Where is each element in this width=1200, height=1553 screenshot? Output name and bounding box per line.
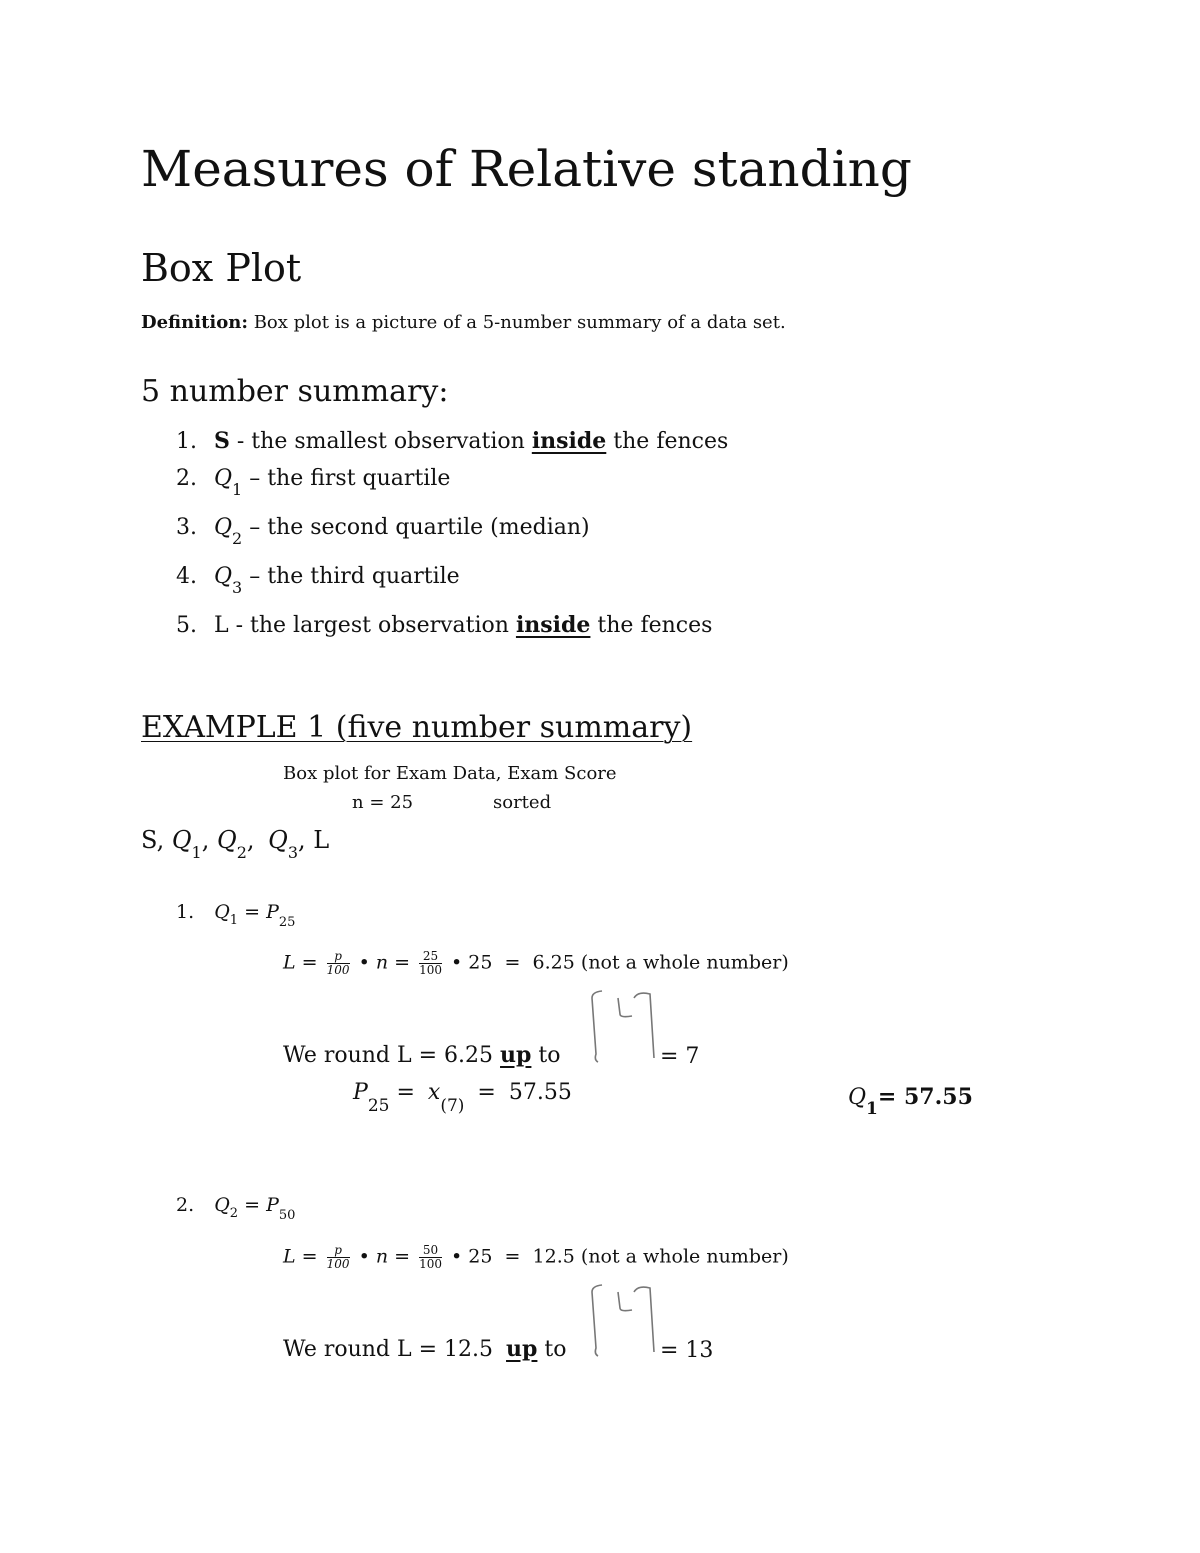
note: (not a whole number) (580, 951, 789, 974)
example-heading: EXAMPLE 1 (five number summary) (141, 710, 693, 745)
symbol-q: Q (268, 826, 288, 854)
l-result: 6.25 (532, 951, 575, 974)
item-symbol: Q (214, 466, 233, 491)
step-1-round-result: = 7 (660, 1044, 700, 1069)
symbol-l: L (313, 826, 330, 854)
round-text: We round L = 12.5 (283, 1337, 494, 1362)
symbol-q: Q (217, 826, 237, 854)
q-subscript: 1 (229, 913, 239, 928)
p-subscript: 50 (278, 1208, 296, 1223)
page-title: Measures of Relative standing (141, 140, 912, 198)
step-1-formula: L = $\frac{p}{100}$ • n = $\frac{25}{100}$ • 25 = 6.25 (not a whole number) (283, 949, 789, 977)
item-symbol: S (214, 428, 230, 454)
p-fraction: $\frac{p}{100}$ (326, 1243, 350, 1271)
p-subscript: 25 (278, 915, 296, 930)
item-text: – the third quartile (242, 564, 460, 589)
symbol-q: Q (171, 826, 192, 854)
section-heading: Box Plot (141, 246, 302, 290)
l-result: 12.5 (532, 1245, 575, 1268)
symbol-sub: 2 (236, 843, 247, 862)
item-number: 3. (176, 515, 197, 540)
p-subscript: 25 (367, 1096, 390, 1116)
item-text: – the second quartile (median) (242, 515, 590, 540)
summary-symbols: S, $Q_1$, $Q_2$, $Q_3$, L (141, 826, 330, 862)
n-value: 25 (468, 1245, 493, 1268)
item-text: – the first quartile (242, 466, 451, 491)
summary-item-3 (176, 515, 590, 548)
step-number: 2. (176, 1194, 195, 1216)
symbol-sub: 1 (191, 843, 202, 862)
example-caption: Box plot for Exam Data, Exam Score (283, 763, 617, 784)
item-number: 2. (176, 466, 197, 491)
q-subscript: 2 (229, 1206, 239, 1221)
round-text: We round L = 6.25 (283, 1043, 494, 1068)
item-symbol: Q (214, 515, 233, 540)
n-value: 25 (468, 951, 493, 974)
item-emphasis: inside (515, 612, 591, 638)
item-emphasis: inside (531, 428, 607, 454)
ceiling-bracket-icon (588, 1282, 658, 1362)
step-1-round (283, 1042, 561, 1068)
percentile-value: 57.55 (508, 1080, 572, 1105)
round-up: up (506, 1336, 538, 1362)
step-2-round-result: = 13 (660, 1338, 714, 1363)
ceiling-bracket-icon (588, 988, 658, 1068)
round-up: up (500, 1042, 532, 1068)
step-number: 1. (176, 901, 195, 923)
item-text-end: the fences (590, 613, 713, 638)
p-fraction: $\frac{p}{100}$ (326, 949, 350, 977)
q1-answer: $Q_1= 57.55$ (848, 1084, 973, 1119)
answer-subscript: 1 (866, 1099, 878, 1119)
item-number: 1. (176, 429, 197, 454)
definition (141, 312, 786, 333)
example-n: n = 25 (352, 792, 414, 813)
summary-item-4 (176, 564, 460, 597)
item-subscript: 1 (232, 480, 243, 499)
step-2-formula: L = $\frac{p}{100}$ • n = $\frac{50}{100}$ • 25 = 12.5 (not a whole number) (283, 1243, 789, 1271)
definition-label: Definition: (141, 312, 248, 333)
example-sorted: sorted (493, 792, 552, 813)
symbol-s: S, (141, 826, 165, 854)
item-text-end: the fences (606, 429, 729, 454)
value-fraction: $\frac{25}{100}$ (419, 949, 442, 977)
summary-item-1 (176, 428, 728, 454)
summary-heading: 5 number summary: (141, 374, 449, 409)
item-text: - the smallest observation (229, 429, 532, 454)
item-number: 5. (176, 613, 197, 638)
item-symbol: Q (214, 564, 233, 589)
step-1-heading: 1. $Q_1 = P_{25}$ (176, 901, 296, 930)
round-to: to (544, 1337, 567, 1362)
symbol-sub: 3 (287, 843, 299, 862)
definition-text: Box plot is a picture of a 5-number summary of a data set. (253, 312, 786, 333)
note: (not a whole number) (580, 1245, 789, 1268)
value-fraction: $\frac{50}{100}$ (419, 1243, 442, 1271)
item-number: 4. (176, 564, 197, 589)
step-2-heading: 2. $Q_2 = P_{50}$ (176, 1194, 296, 1223)
item-text: L - the largest observation (214, 613, 516, 638)
round-to: to (538, 1043, 561, 1068)
summary-item-2 (176, 466, 451, 499)
item-subscript: 3 (232, 578, 243, 597)
step-2-round (283, 1336, 567, 1362)
answer-value: = 57.55 (877, 1084, 973, 1110)
item-subscript: 2 (232, 529, 243, 548)
summary-item-5 (176, 612, 712, 638)
step-1-percentile: $P_{25} = x_{(7)} = 57.55$ (353, 1080, 572, 1116)
x-subscript: (7) (440, 1096, 465, 1116)
